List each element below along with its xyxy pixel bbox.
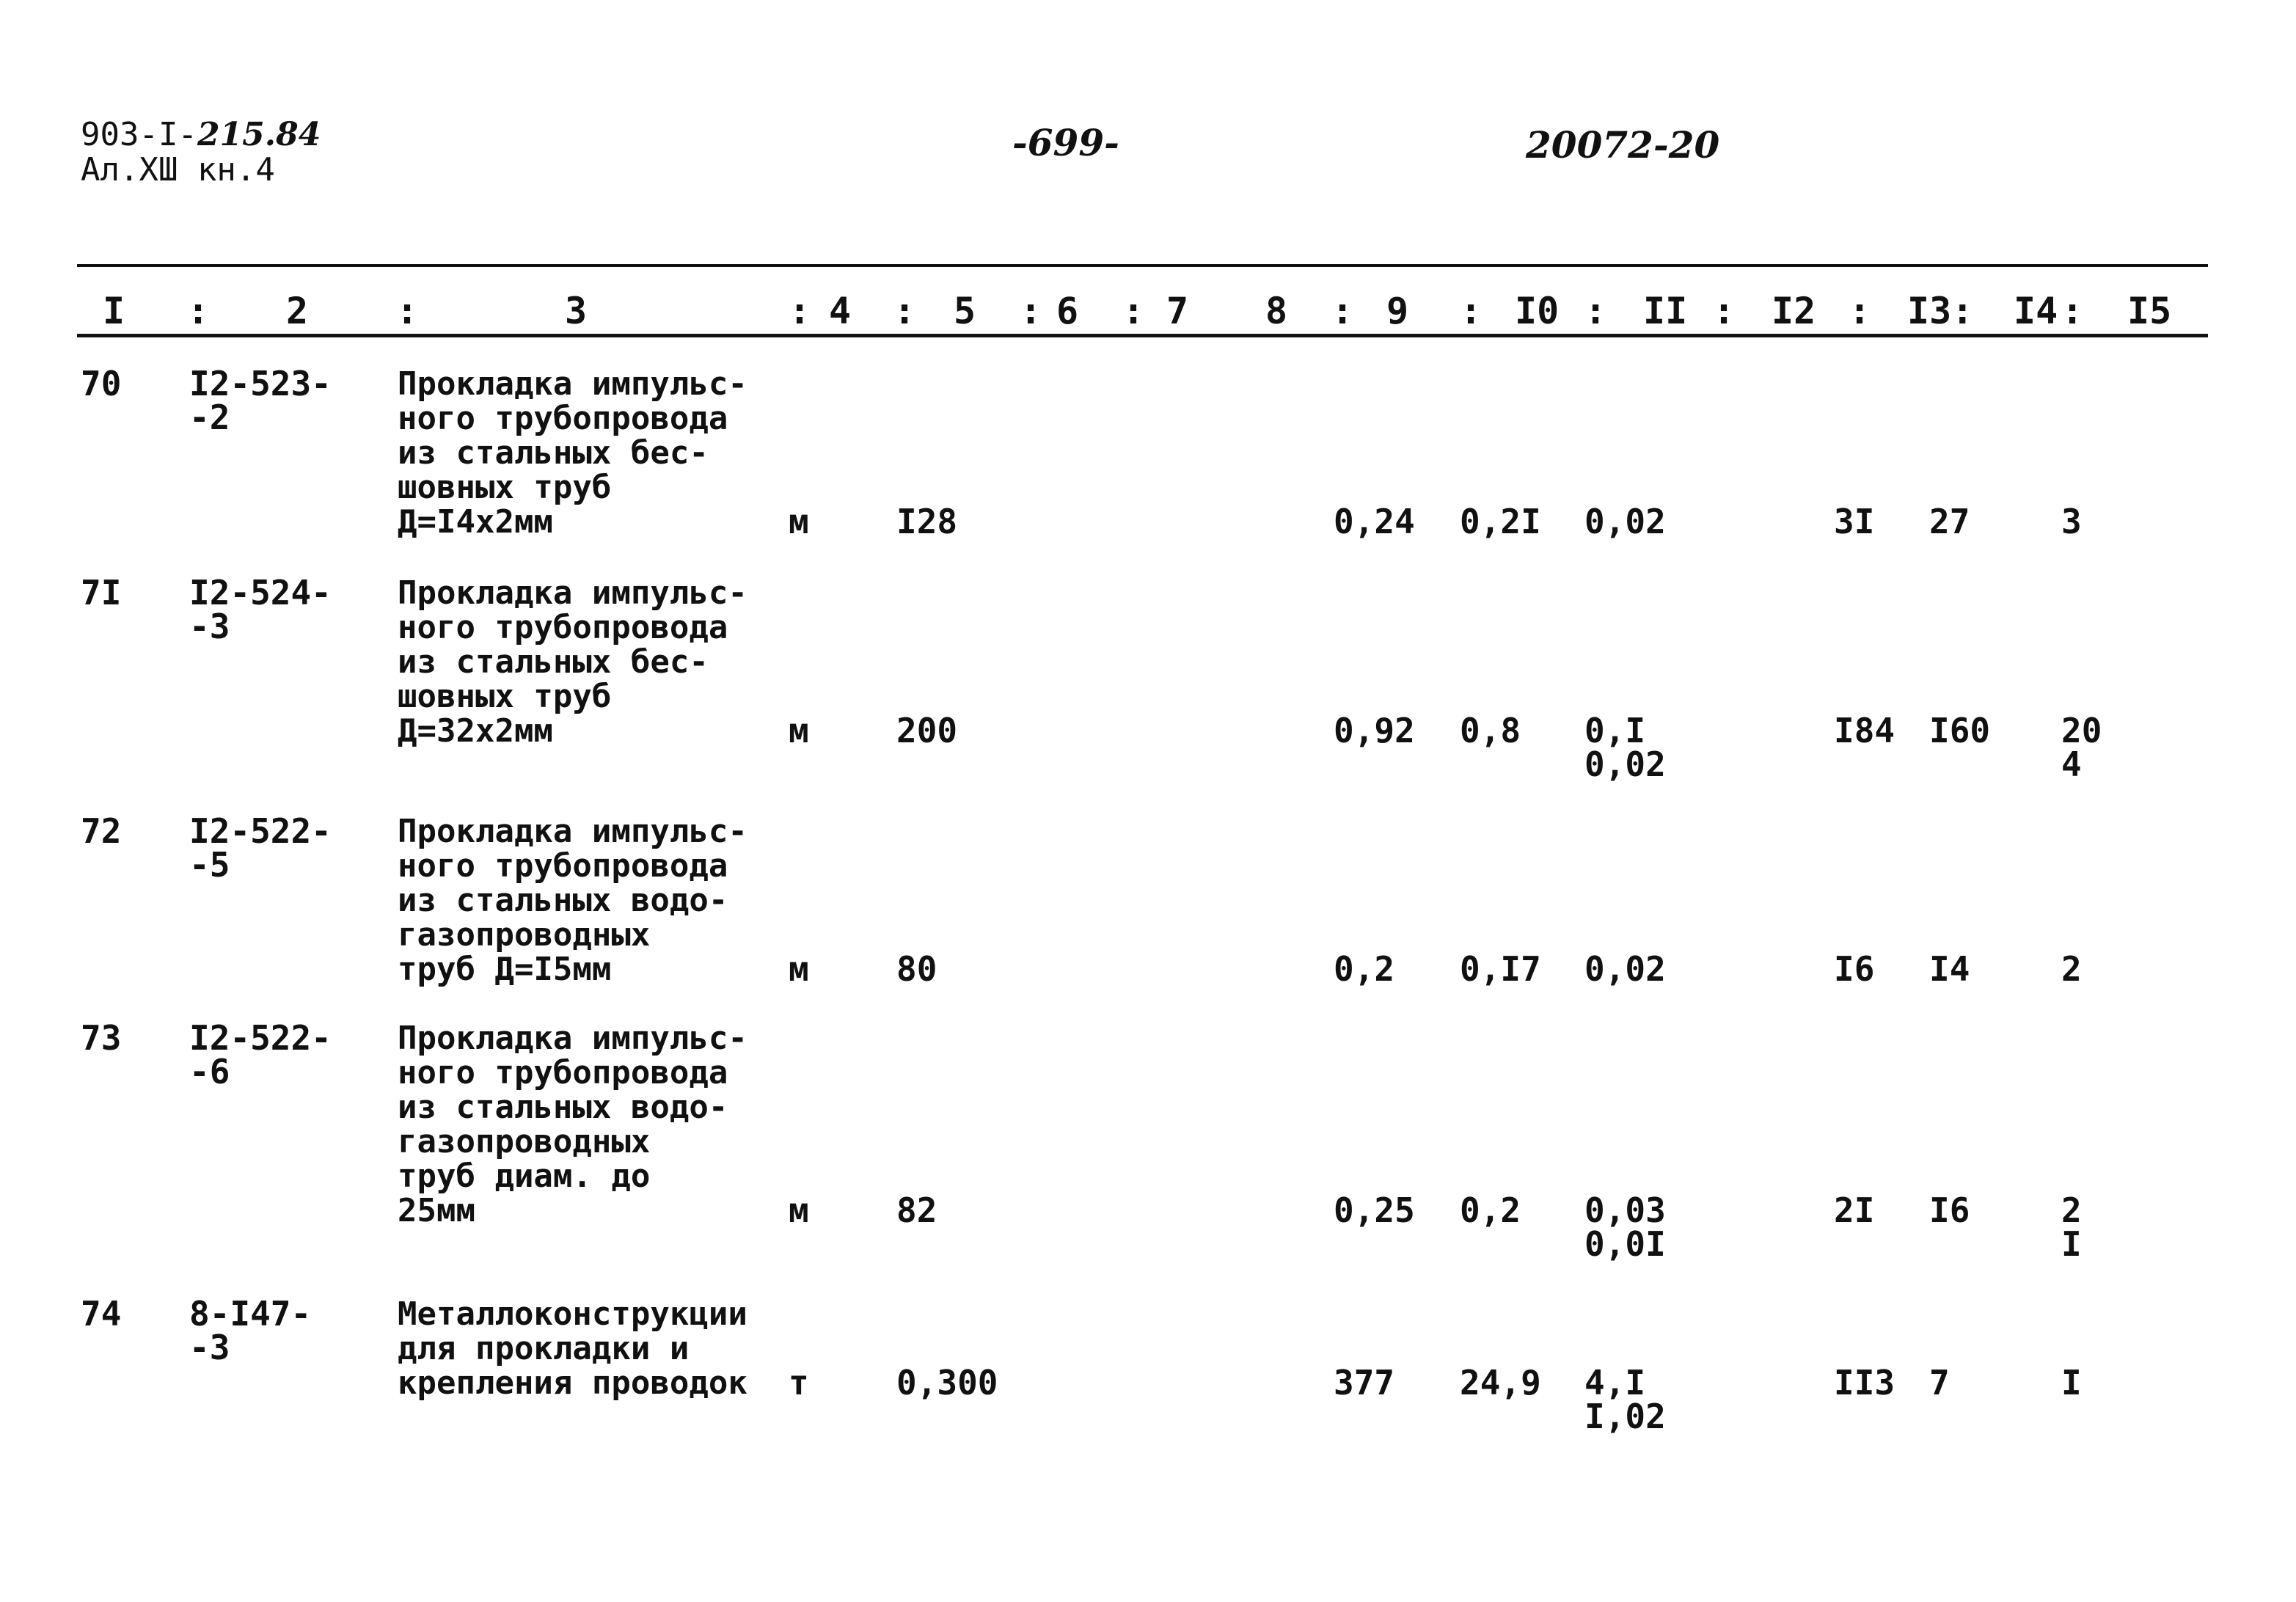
rate-code: -2 <box>189 398 230 437</box>
column-separator: : <box>1331 290 1354 332</box>
work-description: из стальных бес- <box>398 643 709 681</box>
col-14-value: 4 <box>2061 745 2082 784</box>
col-14-value: I <box>2061 1363 2082 1402</box>
rate-code: I2-523- <box>189 364 332 403</box>
col-14-value: 3 <box>2061 502 2082 541</box>
work-description: Прокладка импульс- <box>398 813 747 850</box>
column-number: 3 <box>565 290 588 332</box>
unit: т <box>789 1363 809 1402</box>
work-description: ного трубопровода <box>398 609 728 646</box>
work-description: Прокладка импульс- <box>398 1020 747 1057</box>
work-description: Д=32х2мм <box>398 712 553 750</box>
col-13-value: 7 <box>1929 1363 1950 1402</box>
column-separator: : <box>1460 290 1482 332</box>
work-description: из стальных водо- <box>398 882 728 919</box>
quantity: 80 <box>896 949 937 989</box>
work-description: из стальных бес- <box>398 434 709 472</box>
table-top-rule <box>77 264 2208 267</box>
column-number: 8 <box>1265 290 1288 332</box>
column-number: I0 <box>1515 290 1560 332</box>
col-9-value: 0,24 <box>1334 502 1415 541</box>
rate-code: -3 <box>189 607 230 646</box>
work-description: из стальных водо- <box>398 1089 728 1126</box>
rate-code: I2-522- <box>189 811 332 851</box>
quantity: 200 <box>896 711 958 750</box>
row-number: 73 <box>81 1018 122 1058</box>
row-number: 7I <box>81 573 122 612</box>
rate-code: -3 <box>189 1328 230 1367</box>
column-separator: : <box>1713 290 1736 332</box>
work-description: ного трубопровода <box>398 400 728 437</box>
col-11-value: 0,02 <box>1584 949 1666 989</box>
row-number: 74 <box>81 1294 122 1334</box>
col-9-value: 0,25 <box>1334 1190 1415 1230</box>
column-separator: : <box>1584 290 1607 332</box>
row-number: 72 <box>81 811 122 851</box>
col-11-value: 0,0I <box>1584 1224 1666 1264</box>
work-description: Прокладка импульс- <box>398 365 747 403</box>
document-code: 903-I-215.84 <box>81 116 321 153</box>
quantity: 82 <box>896 1190 937 1230</box>
column-separator: : <box>1020 290 1042 332</box>
work-description: газопроводных <box>398 1123 651 1160</box>
column-number: 9 <box>1386 290 1409 332</box>
rate-code: 8-I47- <box>189 1294 312 1334</box>
column-number: I <box>103 290 125 332</box>
unit: м <box>789 502 809 541</box>
column-number: I4 <box>2014 290 2058 332</box>
col-11-value: 0,I <box>1584 711 1646 750</box>
column-number: I5 <box>2127 290 2172 332</box>
col-12-value: I6 <box>1834 949 1875 989</box>
unit: м <box>789 949 809 989</box>
column-separator: : <box>396 290 419 332</box>
col-12-value: II3 <box>1834 1363 1895 1402</box>
column-number: 6 <box>1056 290 1079 332</box>
column-separator: : <box>893 290 916 332</box>
col-12-value: 2I <box>1834 1190 1875 1230</box>
unit: м <box>789 1190 809 1230</box>
rate-code: -6 <box>189 1052 230 1091</box>
col-14-value: 20 <box>2061 711 2102 750</box>
rate-code: I2-522- <box>189 1018 332 1058</box>
work-description: для прокладки и <box>398 1330 690 1367</box>
col-12-value: I84 <box>1834 711 1895 750</box>
column-separator: : <box>2061 290 2084 332</box>
work-description: Прокладка импульс- <box>398 574 747 612</box>
album-reference: Ал.ХШ кн.4 <box>81 151 275 189</box>
work-description: шовных труб <box>398 678 612 715</box>
quantity: 0,300 <box>896 1363 998 1402</box>
column-number: 4 <box>829 290 852 332</box>
work-description: Металлоконструкции <box>398 1295 747 1333</box>
work-description: шовных труб <box>398 469 612 506</box>
column-number: 2 <box>286 290 309 332</box>
col-14-value: 2 <box>2061 1190 2082 1230</box>
column-number: I2 <box>1772 290 1816 332</box>
document-code-block <box>81 117 321 188</box>
work-description: газопроводных <box>398 916 651 954</box>
col-13-value: I4 <box>1929 949 1970 989</box>
col-14-value: 2 <box>2061 949 2082 989</box>
work-description: труб Д=I5мм <box>398 951 612 988</box>
document-code-handwritten: 215.84 <box>197 116 321 153</box>
col-13-value: I60 <box>1929 711 1991 750</box>
column-separator: : <box>187 290 210 332</box>
col-9-value: 0,92 <box>1334 711 1415 750</box>
column-separator: : <box>1122 290 1145 332</box>
col-10-value: 0,8 <box>1460 711 1521 750</box>
work-description: 25мм <box>398 1192 475 1229</box>
rate-code: I2-524- <box>189 573 332 612</box>
col-13-value: 27 <box>1929 502 1970 541</box>
row-number: 70 <box>81 364 122 403</box>
work-description: труб диам. до <box>398 1157 651 1195</box>
work-description: Д=I4х2мм <box>398 503 553 541</box>
work-description: крепления проводок <box>398 1364 747 1402</box>
quantity: I28 <box>896 502 958 541</box>
column-separator: : <box>1849 290 1871 332</box>
col-14-value: I <box>2061 1224 2082 1264</box>
col-9-value: 377 <box>1334 1363 1395 1402</box>
column-number: 7 <box>1166 290 1189 332</box>
col-10-value: 0,I7 <box>1460 949 1541 989</box>
column-number: I3: <box>1907 290 1974 332</box>
col-13-value: I6 <box>1929 1190 1970 1230</box>
col-11-value: 0,03 <box>1584 1190 1666 1230</box>
work-description: ного трубопровода <box>398 1054 728 1091</box>
column-separator: : <box>789 290 811 332</box>
page-number: -699- <box>1012 121 1119 164</box>
col-11-value: 4,I <box>1584 1363 1646 1402</box>
unit: м <box>789 711 809 750</box>
work-description: ного трубопровода <box>398 847 728 885</box>
col-10-value: 0,2I <box>1460 502 1541 541</box>
table-header-rule <box>77 334 2208 337</box>
col-10-value: 24,9 <box>1460 1363 1541 1402</box>
col-12-value: 3I <box>1834 502 1875 541</box>
col-11-value: I,02 <box>1584 1397 1666 1436</box>
rate-code: -5 <box>189 845 230 885</box>
column-number: II <box>1643 290 1688 332</box>
col-11-value: 0,02 <box>1584 502 1666 541</box>
col-11-value: 0,02 <box>1584 745 1666 784</box>
col-10-value: 0,2 <box>1460 1190 1521 1230</box>
document-number: 20072-20 <box>1526 123 1720 167</box>
column-number: 5 <box>954 290 976 332</box>
col-9-value: 0,2 <box>1334 949 1395 989</box>
